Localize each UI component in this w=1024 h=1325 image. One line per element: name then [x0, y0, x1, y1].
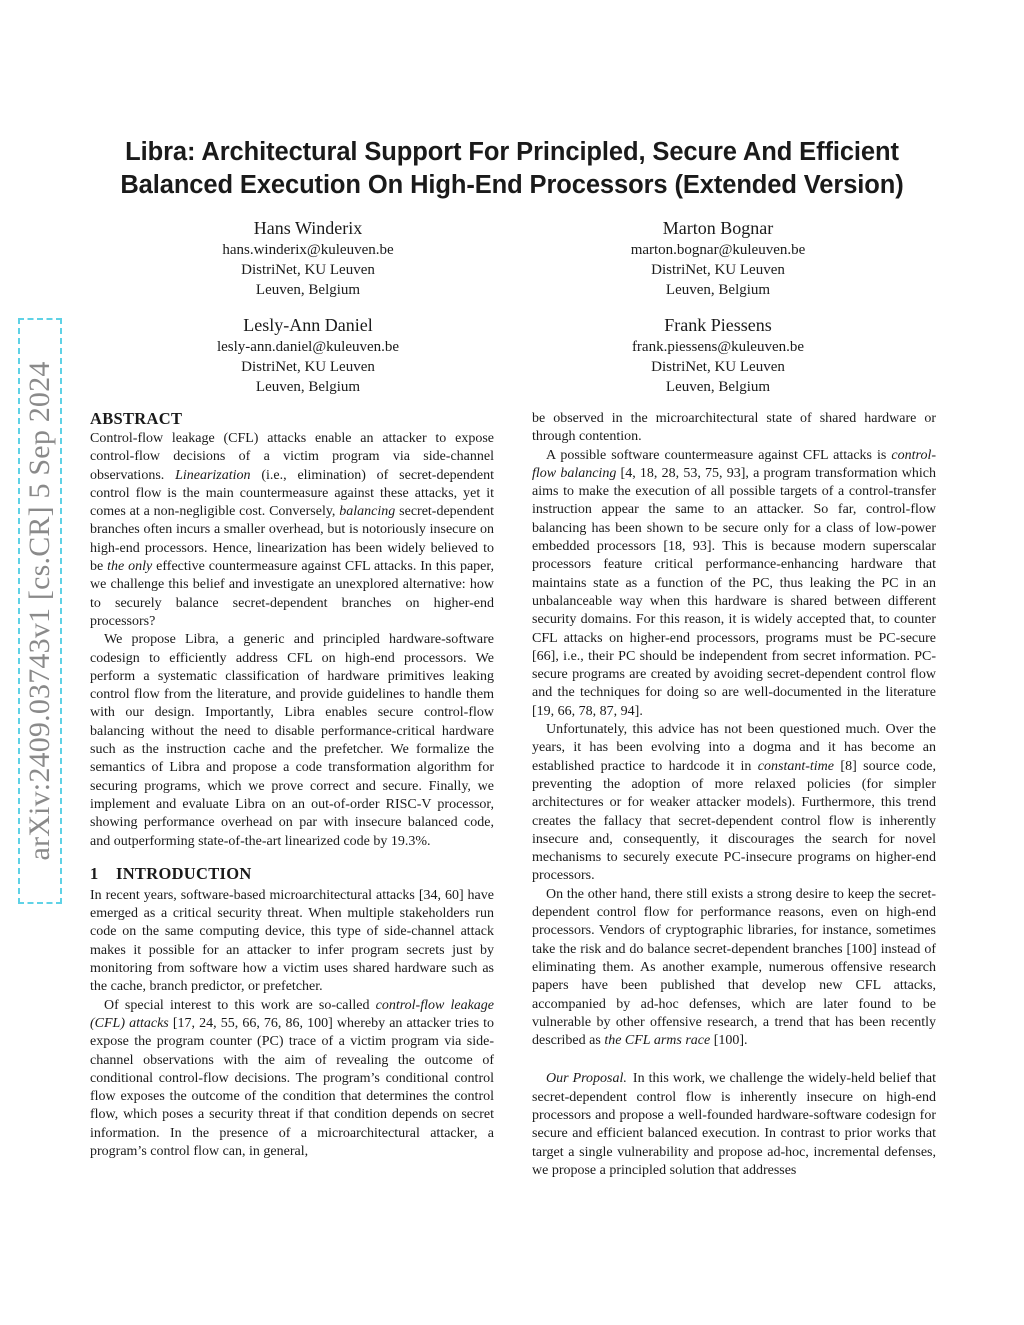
author-block-2: [558, 216, 878, 300]
author-email[interactable]: hans.winderix@kuleuven.be: [222, 242, 394, 258]
right-column: [532, 410, 936, 1180]
author-email[interactable]: frank.piessens@kuleuven.be: [631, 339, 805, 355]
author-name: Frank Piessens: [664, 315, 772, 335]
left-column: [90, 408, 494, 1161]
paper-title-line-1: Libra: Architectural Support For Principled, Secure And Efficient: [125, 138, 899, 166]
author-name: Marton Bognar: [662, 218, 774, 238]
intro-paragraph-2: Of special interest to this work are so-called control-flow leakage (CFL) attacks [17, 24, 55, 66, 76, 86, 100] whereby an attacker tries to expose the program counter (PC) trace of a victim program via side-channel observations with the aim of revealing the outcome of conditional control-flow decisions. The program’s conditional control flow exposes the outcome of the condition that determines the control flow, which poses a security threat if that condition depends on secret information. In the presence of a microarchitectural attacker, a program’s control flow can, in general,: [90, 997, 495, 1159]
author-email[interactable]: lesly-ann.daniel@kuleuven.be: [216, 339, 400, 355]
author-name: Lesly-Ann Daniel: [243, 315, 373, 335]
author-location: Leuven, Belgium: [665, 282, 771, 298]
right-paragraph-1: A possible software countermeasure against CFL attacks is control-flow balancing [4, 18, 28, 53, 75, 93], a program transformation which aims to make the execution of all possible targets of a control-transfer instruction appear the same to an attacker. So far, control-flow balancing has been shown to be secure only for a class of low-power embedded processors [18, 93]. This is because modern superscalar processors feature critical performance-enhancing hardware that maintains state as a function of the PC, thus leaking the PC in an unbalanceable way when this hardware is shared between different security domains. For this reason, it is widely accepted that, to counter CFL attacks on higher-end processors, programs must be PC-secure [66], i.e., their PC should be independent from secret information. PC-secure programs are created by avoiding secret-dependent control flow and the techniques for doing so are well-documented in the literature [19, 66, 78, 87, 94].: [532, 447, 936, 719]
paper-title-line-2: Balanced Execution On High-End Processors (Extended Version): [120, 171, 904, 199]
author-email[interactable]: marton.bognar@kuleuven.be: [630, 242, 806, 258]
author-affiliation: DistriNet, KU Leuven: [651, 359, 785, 375]
author-name: Hans Winderix: [253, 218, 363, 238]
abstract-paragraph-2: We propose Libra, a generic and principled hardware-software codesign to efficiently address CFL on high-end processors. We perform a systematic classification of hardware primitives leaking control flow from the literature, and provide guidelines to handle them with our design. Importantly, Libra enables secure control-flow balancing without the need to disable performance-critical hardware such as the instruction cache and the prefetcher. We formalize the semantics of Libra and propose a code transformation algorithm for securing programs, which we prove correct and secure. Finally, we implement and evaluate Libra on an out-of-order RISC-V processor, showing performance overhead on par with insecure balanced code, and outperforming state-of-the-art linearized code by 19.3%.: [90, 632, 494, 849]
author-block-1: [148, 216, 468, 300]
our-proposal-paragraph: Our Proposal. In this work, we challenge the widely-held belief that secret-dependent control flow is inherently insecure on high-end processors and propose a well-founded hardware-software codesign for secure and efficient balanced execution. In contrast to prior works that target a single vulnerability and propose ad-hoc, incremental defenses, we propose a principled solution that addresses: [532, 1071, 936, 1178]
author-location: Leuven, Belgium: [665, 379, 771, 395]
arxiv-stamp[interactable]: arXiv:2409.03743v1 [cs.CR] 5 Sep 2024: [23, 361, 56, 861]
our-proposal-runin: Our Proposal.: [546, 1071, 627, 1087]
author-location: Leuven, Belgium: [255, 282, 361, 298]
paper-title: [60, 136, 964, 202]
abstract-paragraph-1: Control-flow leakage (CFL) attacks enable an attacker to expose control-flow decisions of a victim program via side-channel observations. Linearization (i.e., elimination) of secret-dependent control flow is the main countermeasure against these attacks, yet it comes at a non-negligible cost. Conversely, balancing secret-dependent branches often incurs a smaller overhead, but is notoriously insecure on high-end processors. Hence, linearization has been widely believed to be the only effective countermeasure against CFL attacks. In this paper, we challenge this belief and investigate an unexplored alternative: how to securely balance secret-dependent branches on higher-end processors?: [90, 431, 494, 629]
section-title: INTRODUCTION: [116, 863, 252, 883]
author-block-4: [558, 313, 878, 397]
abstract-heading: ABSTRACT: [90, 409, 183, 428]
right-paragraph-3: On the other hand, there still exists a strong desire to keep the secret-dependent control flow for performance reasons, even on high-end processors. Vendors of cryptographic libraries, for instance, sometimes take the risk and do balance secret-dependent branches [100] instead of eliminating them. As another example, numerous offensive research papers have been published that develop new CFL attacks, accompanied by ad-hoc defenses, which are later found to be vulnerable by other offensive research, a trend that has been recently described as the CFL arms race [100].: [532, 886, 936, 1049]
author-affiliation: DistriNet, KU Leuven: [241, 359, 375, 375]
author-location: Leuven, Belgium: [255, 379, 361, 395]
section-heading-introduction: [90, 863, 494, 885]
author-affiliation: DistriNet, KU Leuven: [651, 262, 785, 278]
author-block-3: [148, 313, 468, 397]
right-paragraph-2: Unfortunately, this advice has not been questioned much. Over the years, it has been evolving into a dogma and it has become an established practice to hardcode it in constant-time [8] source code, preventing the adoption of more relaxed policies (for simpler architectures or for weaker attacker models). Furthermore, this trend creates the fallacy that secret-dependent control flow is inherently insecure and, consequently, it discourages the search for novel mechanisms to securely execute PC-insecure programs on higher-end processors.: [532, 722, 936, 884]
intro-paragraph-1: In recent years, software-based microarchitectural attacks [34, 60] have emerged as a critical security threat. When multiple stakeholders run code on the same computing device, this type of side-channel attack makes it possible for an attacker to infer program secrets just by monitoring from software how a victim uses shared hardware such as the cache, branch predictor, or prefetcher.: [90, 887, 494, 995]
right-paragraph-0: be observed in the microarchitectural state of shared hardware or through contention.: [532, 411, 936, 445]
section-number: 1: [90, 863, 99, 883]
author-affiliation: DistriNet, KU Leuven: [241, 262, 375, 278]
